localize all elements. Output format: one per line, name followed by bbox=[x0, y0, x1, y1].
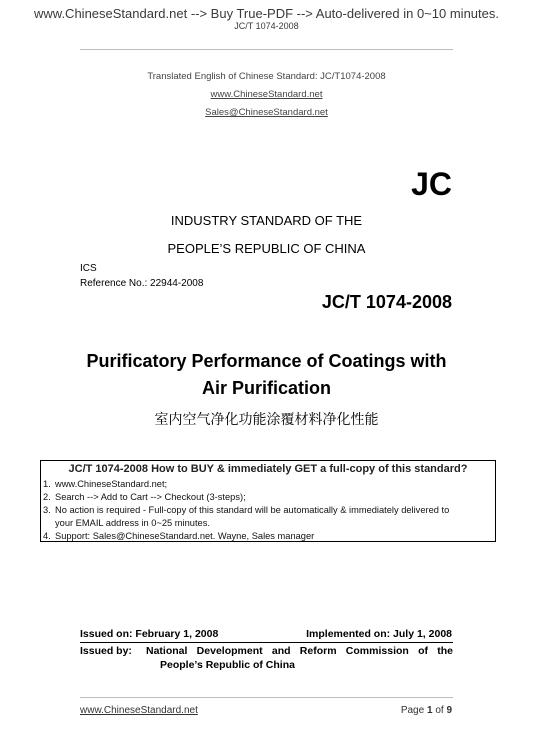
step-text: Support: Sales@ChineseStandard.net. Wayne, Sales manager bbox=[55, 531, 315, 541]
page-total: 9 bbox=[446, 705, 452, 716]
issuer-line1: National Development and Reform Commission of the bbox=[146, 645, 453, 657]
standard-category-mark: JC bbox=[411, 166, 452, 202]
purchase-info-box bbox=[40, 460, 496, 542]
purchase-step bbox=[43, 492, 246, 502]
purchase-step bbox=[43, 479, 167, 489]
document-title-line2: Air Purification bbox=[201, 378, 331, 398]
purchase-step-continuation bbox=[43, 518, 210, 528]
issuer-line2: People’s Republic of China bbox=[160, 659, 295, 671]
issuer-label: Issued by: bbox=[80, 645, 132, 657]
header-banner: www.ChineseStandard.net --> Buy True-PDF --> Auto-delivered in 0~10 minutes. bbox=[34, 6, 499, 21]
page-prefix: Page bbox=[400, 705, 425, 716]
step-text: Search --> Add to Cart --> Checkout (3-steps); bbox=[55, 492, 246, 502]
page-current: 1 bbox=[426, 705, 433, 716]
site-link[interactable]: www.ChineseStandard.net bbox=[210, 89, 323, 100]
step-number: 2. bbox=[43, 492, 51, 502]
reference-number: Reference No.: 22944-2008 bbox=[80, 278, 204, 289]
step-text: No action is required - Full-copy of this standard will be automatically & immediately delivered to bbox=[55, 505, 450, 515]
implemented-date: Implemented on: July 1, 2008 bbox=[306, 628, 452, 640]
step-text: your EMAIL address in 0~25 minutes. bbox=[55, 518, 210, 528]
industry-standard-line: INDUSTRY STANDARD OF THE bbox=[170, 213, 363, 228]
purchase-heading: JC/T 1074-2008 How to BUY & immediately GET a full-copy of this standard? bbox=[68, 463, 468, 475]
step-number: 3. bbox=[43, 505, 51, 515]
issued-date: Issued on: February 1, 2008 bbox=[80, 628, 219, 640]
footer-divider bbox=[80, 697, 453, 698]
ics-label: ICS bbox=[80, 263, 97, 274]
document-title-line1: Purificatory Performance of Coatings with bbox=[86, 351, 447, 371]
footer-site-link[interactable]: www.ChineseStandard.net bbox=[80, 705, 198, 716]
step-text: www.ChineseStandard.net; bbox=[55, 479, 168, 489]
header-doc-id: JC/T 1074-2008 bbox=[234, 21, 299, 31]
step-number: 1. bbox=[43, 479, 51, 489]
dates-divider bbox=[80, 642, 453, 643]
purchase-step bbox=[43, 505, 449, 515]
step-number: 4. bbox=[43, 531, 51, 541]
document-title-chinese: 室内空气净化功能涂覆材料净化性能 bbox=[154, 411, 379, 427]
purchase-step bbox=[43, 531, 314, 541]
standard-number: JC/T 1074-2008 bbox=[321, 292, 452, 312]
translation-note: Translated English of Chinese Standard: JC/T1074-2008 bbox=[147, 71, 386, 82]
page-of: of bbox=[435, 705, 444, 716]
republic-line: PEOPLE’S REPUBLIC OF CHINA bbox=[167, 241, 366, 256]
email-link[interactable]: Sales@ChineseStandard.net bbox=[205, 107, 328, 118]
page-indicator bbox=[401, 705, 452, 716]
header-divider bbox=[80, 49, 453, 50]
